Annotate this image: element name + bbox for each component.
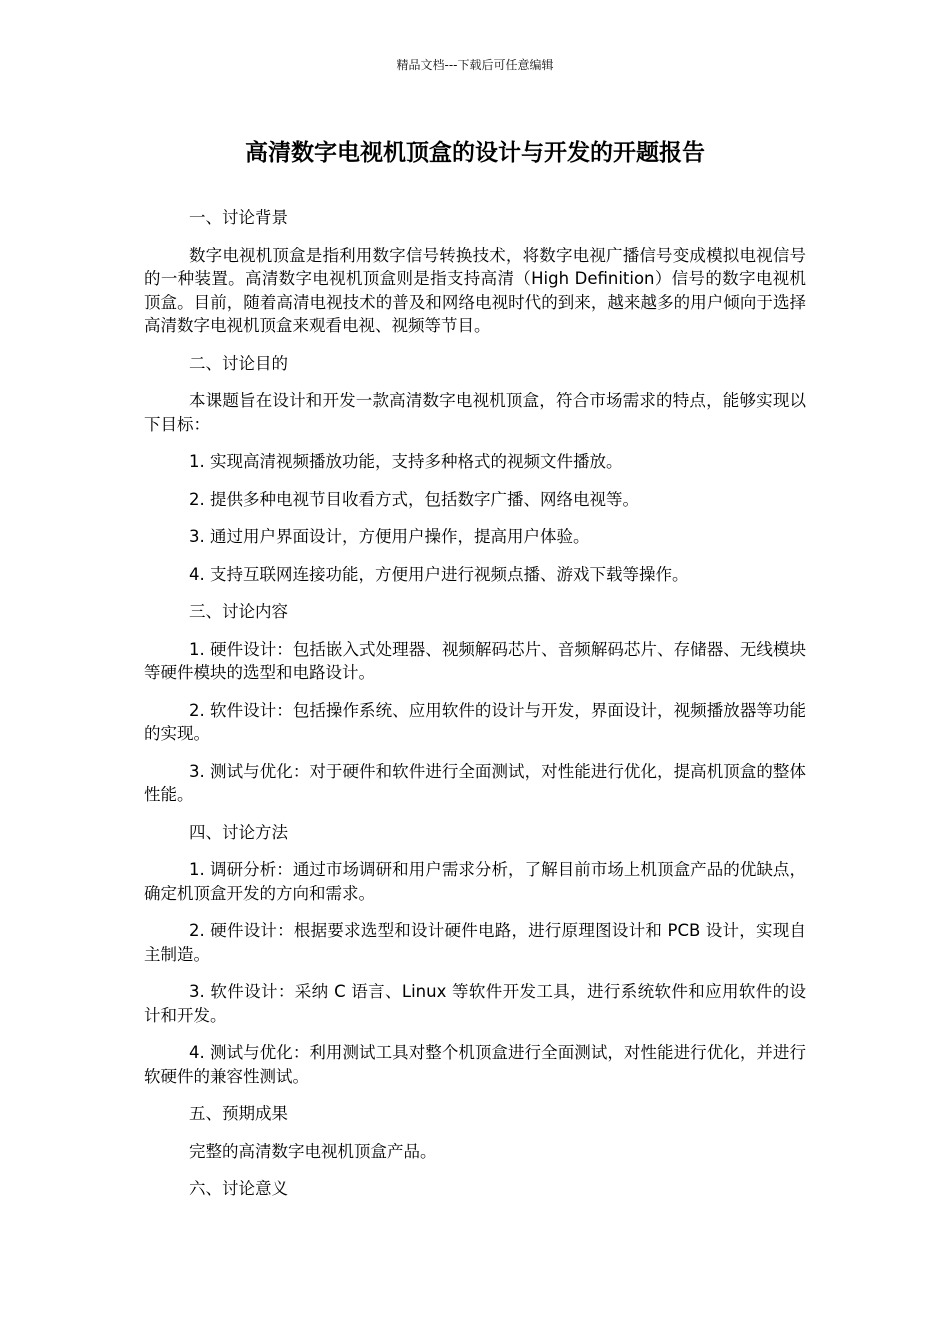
- list-item: 2. 软件设计：包括操作系统、应用软件的设计与开发，界面设计，视频播放器等功能的实现。: [144, 700, 806, 743]
- list-item: 1. 硬件设计：包括嵌入式处理器、视频解码芯片、音频解码芯片、存储器、无线模块等硬件模块的选型和电路设计。: [144, 639, 806, 682]
- list-item: 3. 软件设计：采纳 C 语言、Linux 等软件开发工具，进行系统软件和应用软件的设计和开发。: [144, 982, 806, 1025]
- paragraph: 完整的高清数字电视机顶盒产品。: [189, 1141, 437, 1161]
- list-item: 4. 测试与优化：利用测试工具对整个机顶盒进行全面测试，对性能进行优化，并进行软硬件的兼容性测试。: [144, 1043, 806, 1086]
- paragraph: 本课题旨在设计和开发一款高清数字电视机顶盒，符合市场需求的特点，能够实现以下目标：: [144, 391, 806, 434]
- list-item: 1. 实现高清视频播放功能，支持多种格式的视频文件播放。: [189, 452, 623, 471]
- section-heading-background: 一、讨论背景: [189, 208, 288, 227]
- list-item: 1. 调研分析：通过市场调研和用户需求分析，了解目前市场上机顶盒产品的优缺点，确定机顶盒开发的方向和需求。: [144, 860, 806, 903]
- list-item: 3. 测试与优化：对于硬件和软件进行全面测试，对性能进行优化，提高机顶盒的整体性能。: [144, 761, 806, 804]
- list-item: 3. 通过用户界面设计，方便用户操作，提高用户体验。: [189, 527, 590, 546]
- list-item: 4. 支持互联网连接功能，方便用户进行视频点播、游戏下载等操作。: [189, 564, 689, 584]
- document-title: 高清数字电视机顶盒的设计与开发的开题报告: [245, 140, 705, 166]
- section-heading-significance: 六、讨论意义: [189, 1179, 288, 1198]
- list-item: 2. 硬件设计：根据要求选型和设计硬件电路，进行原理图设计和 PCB 设计，实现自主制造。: [144, 921, 806, 964]
- section-heading-content: 三、讨论内容: [189, 602, 288, 621]
- section-heading-results: 五、预期成果: [189, 1104, 288, 1123]
- paragraph: 数字电视机顶盒是指利用数字信号转换技术，将数字电视广播信号变成模拟电视信号的一种装置。高清数字电视机顶盒则是指支持高清（High Definition）信号的数字电视机顶盒。目前，随着高清电视技术的普及和网络电视时代的到来，越来越多的用户倾向于选择高清数字电视机顶盒来观看电视、视频等节目。: [144, 245, 806, 335]
- list-item: 2. 提供多种电视节目收看方式，包括数字广播、网络电视等。: [189, 489, 639, 509]
- header-note: 精品文档---下载后可任意编辑: [396, 58, 554, 72]
- section-heading-purpose: 二、讨论目的: [189, 353, 288, 373]
- section-heading-method: 四、讨论方法: [189, 822, 288, 842]
- document-body: [144, 206, 806, 1215]
